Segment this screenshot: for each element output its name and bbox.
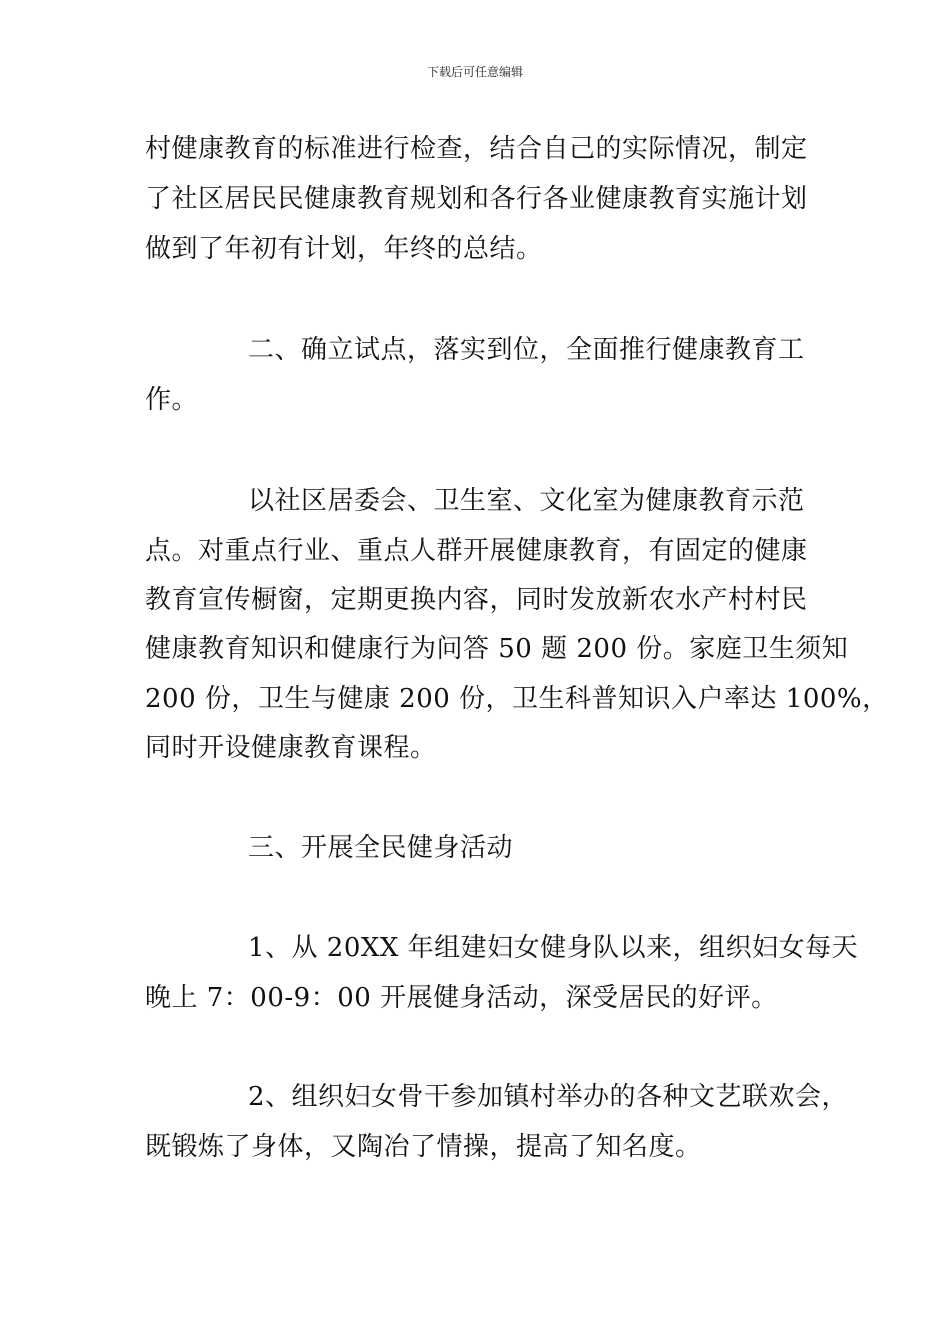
text-line: 二、确立试点，落实到位，全面推行健康教育工 [248, 335, 805, 365]
text-line: 教育宣传橱窗，定期更换内容，同时发放新农水产村村民 [145, 585, 808, 615]
page-header: 下载后可任意编辑 [426, 65, 523, 79]
text-line: 1、从 20XX 年组建妇女健身队以来，组织妇女每天 [248, 933, 859, 963]
text-line: 以社区居委会、卫生室、文化室为健康教育示范 [248, 486, 805, 516]
text-line: 村健康教育的标准进行检查，结合自己的实际情况，制定 [145, 134, 808, 164]
text-line: 2、组织妇女骨干参加镇村举办的各种文艺联欢会， [248, 1082, 849, 1112]
text-line: 三、开展全民健身活动 [248, 833, 514, 863]
text-line: 作。 [145, 385, 199, 415]
text-line: 晚上 7：00-9：00 开展健身活动，深受居民的好评。 [145, 983, 778, 1013]
text-line: 点。对重点行业、重点人群开展健康教育，有固定的健康 [145, 536, 808, 566]
text-line: 了社区居民民健康教育规划和各行各业健康教育实施计划 [145, 184, 808, 214]
text-line: 既锻炼了身体，又陶冶了情操，提高了知名度。 [145, 1132, 702, 1162]
text-line: 同时开设健康教育课程。 [145, 733, 437, 763]
text-line: 200 份，卫生与健康 200 份，卫生科普知识入户率达 100%， [145, 684, 889, 714]
text-line: 做到了年初有计划，年终的总结。 [145, 234, 543, 264]
text-line: 健康教育知识和健康行为问答 50 题 200 份。家庭卫生须知 [145, 634, 849, 664]
